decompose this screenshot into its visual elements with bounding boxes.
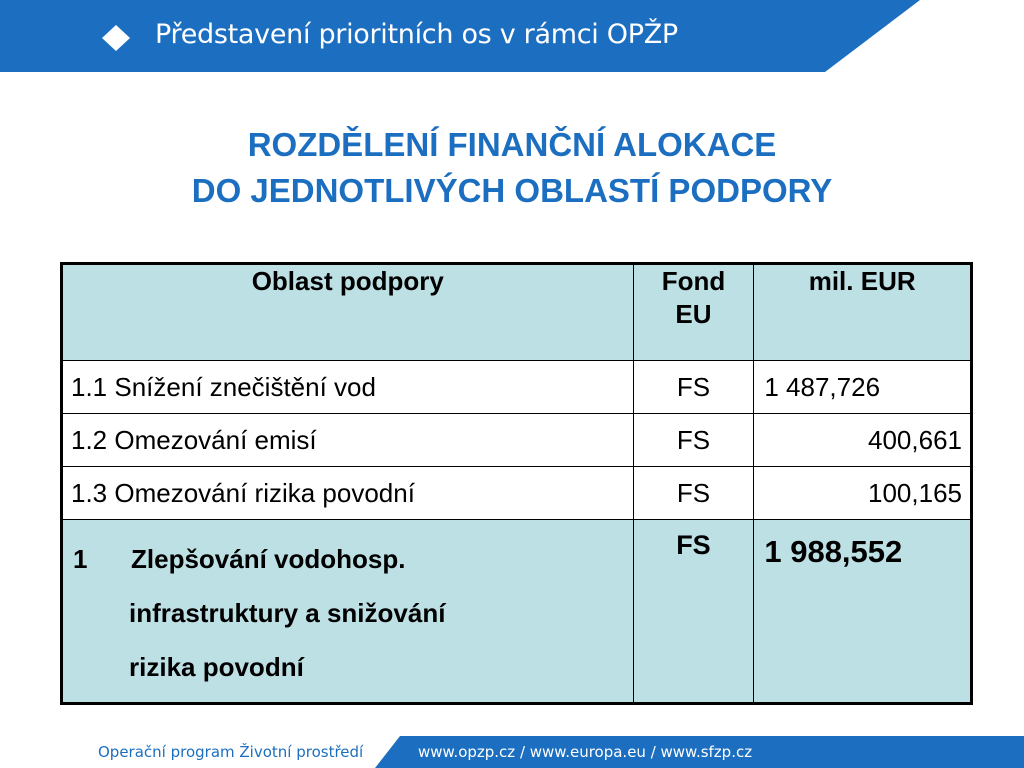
cell-fond: FS (633, 467, 754, 520)
allocation-table (60, 262, 973, 705)
summary-amount: 1 988,552 (754, 520, 972, 704)
header-title: Představení prioritních os v rámci OPŽP (155, 19, 678, 50)
table-row (62, 361, 972, 414)
table-row (62, 467, 972, 520)
slide-title (0, 122, 1024, 214)
footer-program-name: Operační program Životní prostředí (98, 743, 364, 761)
column-header-fond-line-2: EU (675, 299, 712, 329)
slide-title-line-2: DO JEDNOTLIVÝCH OBLASTÍ PODPORY (191, 172, 833, 209)
cell-area: 1.1 Snížení znečištění vod (62, 361, 634, 414)
cell-area: 1.3 Omezování rizika povodní (62, 467, 634, 520)
summary-area (62, 520, 634, 704)
column-header-fond-line-1: Fond (661, 266, 726, 296)
cell-amount: 100,165 (754, 467, 972, 520)
summary-row (62, 520, 972, 704)
column-header-amount: mil. EUR (754, 264, 972, 361)
cell-amount: 400,661 (754, 414, 972, 467)
column-header-fond (633, 264, 754, 361)
summary-fond: FS (633, 520, 754, 704)
table-header-row (62, 264, 972, 361)
slide-title-line-1: ROZDĚLENÍ FINANČNÍ ALOKACE (247, 126, 777, 163)
summary-number: 1 (73, 544, 88, 574)
footer-links[interactable]: www.opzp.cz / www.europa.eu / www.sfzp.cz (418, 743, 753, 761)
table-row (62, 414, 972, 467)
summary-line-3: rizika povodní (129, 652, 304, 682)
cell-fond: FS (633, 361, 754, 414)
cell-area: 1.2 Omezování emisí (62, 414, 634, 467)
column-header-area: Oblast podpory (62, 264, 634, 361)
cell-amount: 1 487,726 (754, 361, 972, 414)
diamond-icon (101, 23, 131, 53)
summary-line-2: infrastruktury a snižování (129, 598, 446, 628)
cell-fond: FS (633, 414, 754, 467)
summary-line-1: Zlepšování vodohosp. (131, 544, 406, 574)
